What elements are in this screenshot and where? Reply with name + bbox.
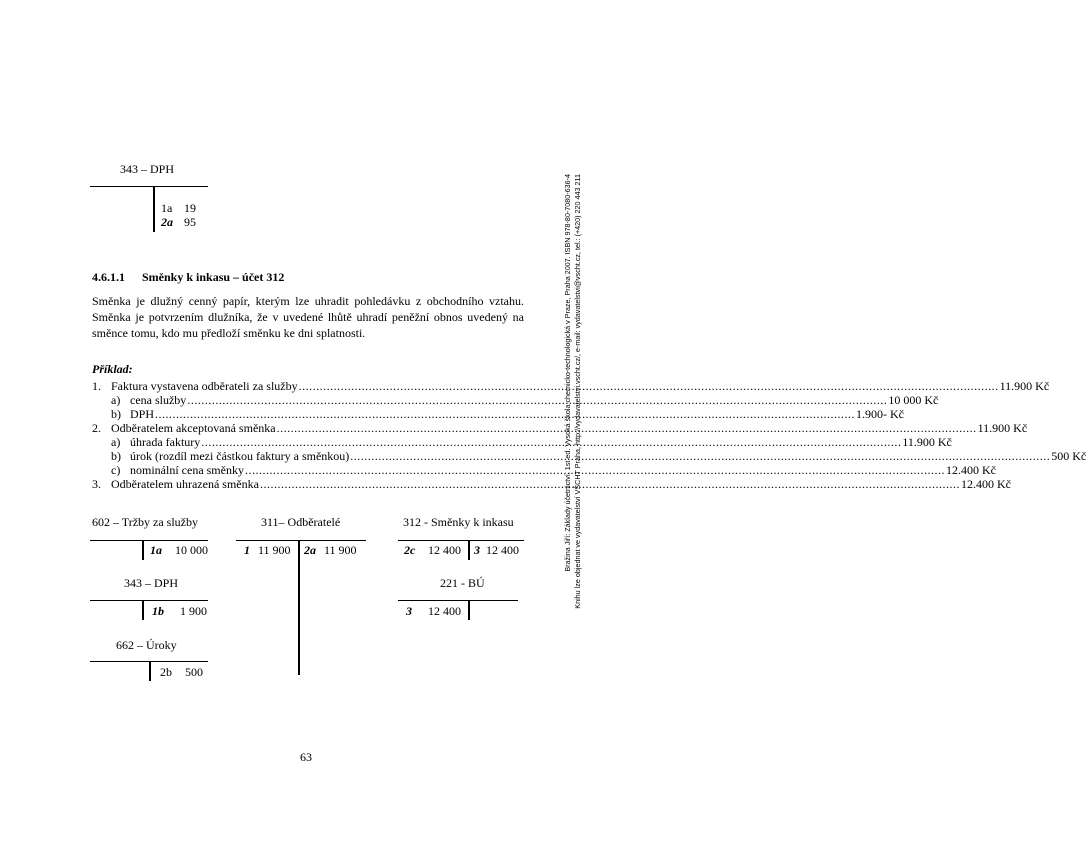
example-item: 2. Odběratelem akceptovaná směnka ........................................................................................................................................................................................................ 11.900 Kč bbox=[92, 421, 1028, 435]
account-662-right-value: 500 bbox=[185, 665, 203, 679]
account-311-right-code: 2a bbox=[304, 543, 316, 557]
account-602-title: 602 – Tržby za služby bbox=[92, 515, 198, 529]
example-item: 1. Faktura vystavena odběrateli za služby ........................................................................................................................................................................................................ 11.900 Kč bbox=[92, 379, 1050, 393]
account-662-right-code: 2b bbox=[160, 665, 172, 679]
example-item: b) DPH ........................................................................................................................................................................................................ 1.900- Kč bbox=[111, 407, 905, 421]
example-item: a) cena služby ........................................................................................................................................................................................................ 10 000 Kč bbox=[111, 393, 939, 407]
account-312-left-code: 2c bbox=[404, 543, 416, 557]
account-221-vline bbox=[468, 600, 470, 620]
page-number: 63 bbox=[300, 750, 312, 764]
account-311-left-code: 1 bbox=[244, 543, 250, 557]
account-343-vline bbox=[142, 600, 144, 620]
account-311-left-value: 11 900 bbox=[258, 543, 291, 557]
account-602-hline bbox=[90, 540, 208, 541]
account-343-hline bbox=[90, 600, 208, 601]
account-343-right-code: 1b bbox=[152, 604, 164, 618]
account-311-hline bbox=[236, 540, 366, 541]
account-312-hline bbox=[398, 540, 524, 541]
example-heading: Příklad: bbox=[92, 362, 133, 376]
account-312-vline bbox=[468, 540, 470, 560]
example-item: b) úrok (rozdíl mezi částkou faktury a směnkou) ........................................................................................................................................................................................................ 500 Kč bbox=[111, 449, 1086, 463]
account-311-right-value: 11 900 bbox=[324, 543, 357, 557]
account-221-hline bbox=[398, 600, 518, 601]
side-citation-line2: Knihu lze objednat ve vydavatelství VŠCHT Praha, http://vydavatelstvi.vscht.cz/, e-mail: vydavatelstvi@vscht.cz, tel.: (+420) 220 443 211 bbox=[573, 174, 582, 609]
account-602-right-value: 10 000 bbox=[175, 543, 208, 557]
account-311-vline bbox=[298, 540, 300, 675]
account-343-right-value: 1 900 bbox=[180, 604, 207, 618]
account-221-left-code: 3 bbox=[406, 604, 412, 618]
account-662-vline bbox=[149, 661, 151, 681]
top-account-row2-value: 95 bbox=[184, 215, 196, 229]
example-item: 3. Odběratelem uhrazená směnka ........................................................................................................................................................................................................ 12.400 Kč bbox=[92, 477, 1011, 491]
top-account-hline bbox=[90, 186, 208, 187]
account-312-right-code: 3 bbox=[474, 543, 480, 557]
account-343-title: 343 – DPH bbox=[124, 576, 179, 590]
section-number: 4.6.1.1 bbox=[92, 270, 125, 284]
top-account-row1-value: 19 bbox=[184, 201, 196, 215]
account-312-title: 312 - Směnky k inkasu bbox=[403, 515, 514, 529]
account-602-vline bbox=[142, 540, 144, 560]
account-312-right-value: 12 400 bbox=[486, 543, 519, 557]
definition-paragraph: Směnka je dlužný cenný papír, kterým lze uhradit pohledávku z obchodního vztahu. Směnka je potvrzením dlužníka, že v uvedené lhůtě uhradí peněžní obnos uvedený na směnce tomu, kdo mu předloží směnku ke dni splatnosti. bbox=[92, 294, 524, 340]
top-account-row2-code: 2a bbox=[161, 215, 173, 229]
top-account-title: 343 – DPH bbox=[120, 162, 175, 176]
section-title: Směnky k inkasu – účet 312 bbox=[142, 270, 285, 284]
account-221-left-value: 12 400 bbox=[428, 604, 461, 618]
account-312-left-value: 12 400 bbox=[428, 543, 461, 557]
account-221-title: 221 - BÚ bbox=[440, 576, 485, 590]
top-account-vline bbox=[153, 186, 155, 232]
side-citation-line1: Bražina Jiří: Základy účetnictví. 1st ed. Vysoká škola chemicko-technologická v Praze, Praha 2007. ISBN 978-80-7080-636-4 bbox=[563, 174, 572, 572]
top-account-row1-code: 1a bbox=[161, 201, 173, 215]
example-item: a) úhrada faktury ........................................................................................................................................................................................................ 11.900 Kč bbox=[111, 435, 952, 449]
account-602-right-code: 1a bbox=[150, 543, 162, 557]
account-311-title: 311– Odběratelé bbox=[261, 515, 341, 529]
example-item: c) nominální cena směnky ........................................................................................................................................................................................................ 12.400 Kč bbox=[111, 463, 996, 477]
account-662-title: 662 – Úroky bbox=[116, 638, 177, 652]
